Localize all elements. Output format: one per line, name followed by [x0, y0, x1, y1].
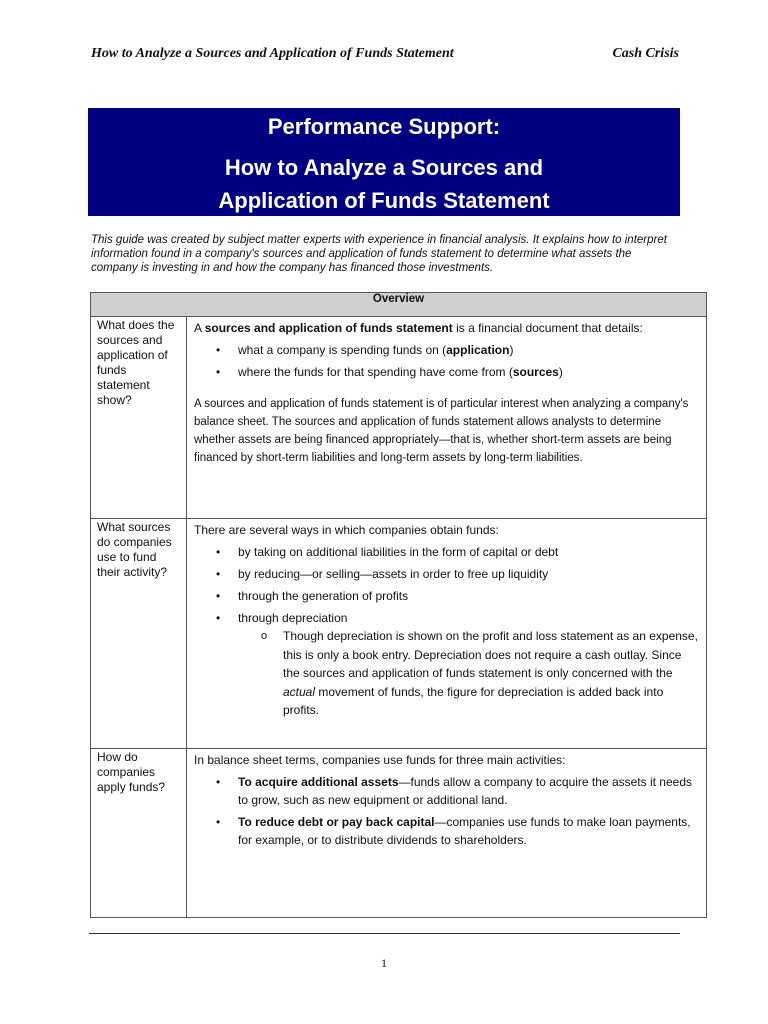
list-item: • To reduce debt or pay back capital—companies use funds to make loan payments, for example, or to distribute dividends to shareholders.	[216, 815, 691, 847]
row-answer	[187, 519, 707, 749]
banner-line-1: Performance Support:	[267, 114, 501, 139]
table-row	[91, 749, 707, 918]
bullet-icon: •	[216, 545, 221, 559]
bullet-icon: •	[216, 365, 221, 379]
list-item: • To acquire additional assets—funds allow a company to acquire the assets it needs to grow, such as new equipment or additional land.	[216, 775, 692, 807]
row-answer	[187, 749, 707, 918]
title-banner	[88, 108, 680, 216]
circle-bullet-icon: o	[261, 630, 268, 642]
banner-title	[88, 151, 680, 217]
page-number: 1	[381, 956, 387, 970]
header-title: How to Analyze a Sources and Application of Funds Statement	[91, 46, 454, 61]
table-heading: Overview	[91, 293, 707, 317]
overview-table	[90, 292, 707, 918]
list-item: • through depreciation	[216, 611, 348, 625]
list-item: • what a company is spending funds on (application)	[216, 343, 514, 357]
table-row	[91, 317, 707, 519]
answer-lead: A sources and application of funds statement is a financial document that details:	[194, 321, 643, 335]
list-item: • where the funds for that spending have come from (sources)	[216, 365, 563, 379]
bullet-icon: •	[216, 589, 221, 603]
banner-line-2: How to Analyze a Sources and	[224, 155, 544, 180]
bullet-icon: •	[216, 815, 221, 829]
bullet-icon: •	[216, 343, 221, 357]
answer-paragraph: A sources and application of funds statement is of particular interest when analyzing a company's balance sheet. The sources and application of funds statement allows analysts to determine whether assets are being financed appropriately—that is, whether short-term assets are being financed by short-term liabilities and long-term assets by long-term liabilities.	[194, 398, 689, 464]
footer-rule	[89, 933, 680, 934]
running-header	[91, 46, 679, 62]
intro-paragraph: This guide was created by subject matter experts with experience in financial analysis. It explains how to interpret information found in a company's sources and application of funds statement to determine what assets the company is investing in and how the company has financed those investments.	[91, 234, 667, 274]
row-question: What does the sources and application of funds statement show?	[91, 317, 187, 519]
banner-line-3: Application of Funds Statement	[218, 188, 550, 213]
bullet-icon: •	[216, 611, 221, 625]
row-question: How do companies apply funds?	[91, 749, 187, 918]
list-item: • by reducing—or selling—assets in order to free up liquidity	[216, 567, 549, 581]
table-row	[91, 519, 707, 749]
bullet-icon: •	[216, 775, 221, 789]
answer-lead: In balance sheet terms, companies use funds for three main activities:	[194, 753, 566, 767]
row-question: What sources do companies use to fund their activity?	[91, 519, 187, 749]
list-item: • by taking on additional liabilities in the form of capital or debt	[216, 545, 559, 559]
sub-list-item: o Though depreciation is shown on the profit and loss statement as an expense, this is only a book entry. Depreciation does not require a cash outlay. Since the sources and application of funds statement is only concerned with the actual movement of funds, the figure for depreciation is added back into profits.	[261, 629, 698, 717]
row-answer	[187, 317, 707, 519]
list-item: • through the generation of profits	[216, 589, 409, 603]
answer-lead: There are several ways in which companies obtain funds:	[194, 523, 499, 537]
bullet-icon: •	[216, 567, 221, 581]
header-section: Cash Crisis	[612, 46, 679, 61]
